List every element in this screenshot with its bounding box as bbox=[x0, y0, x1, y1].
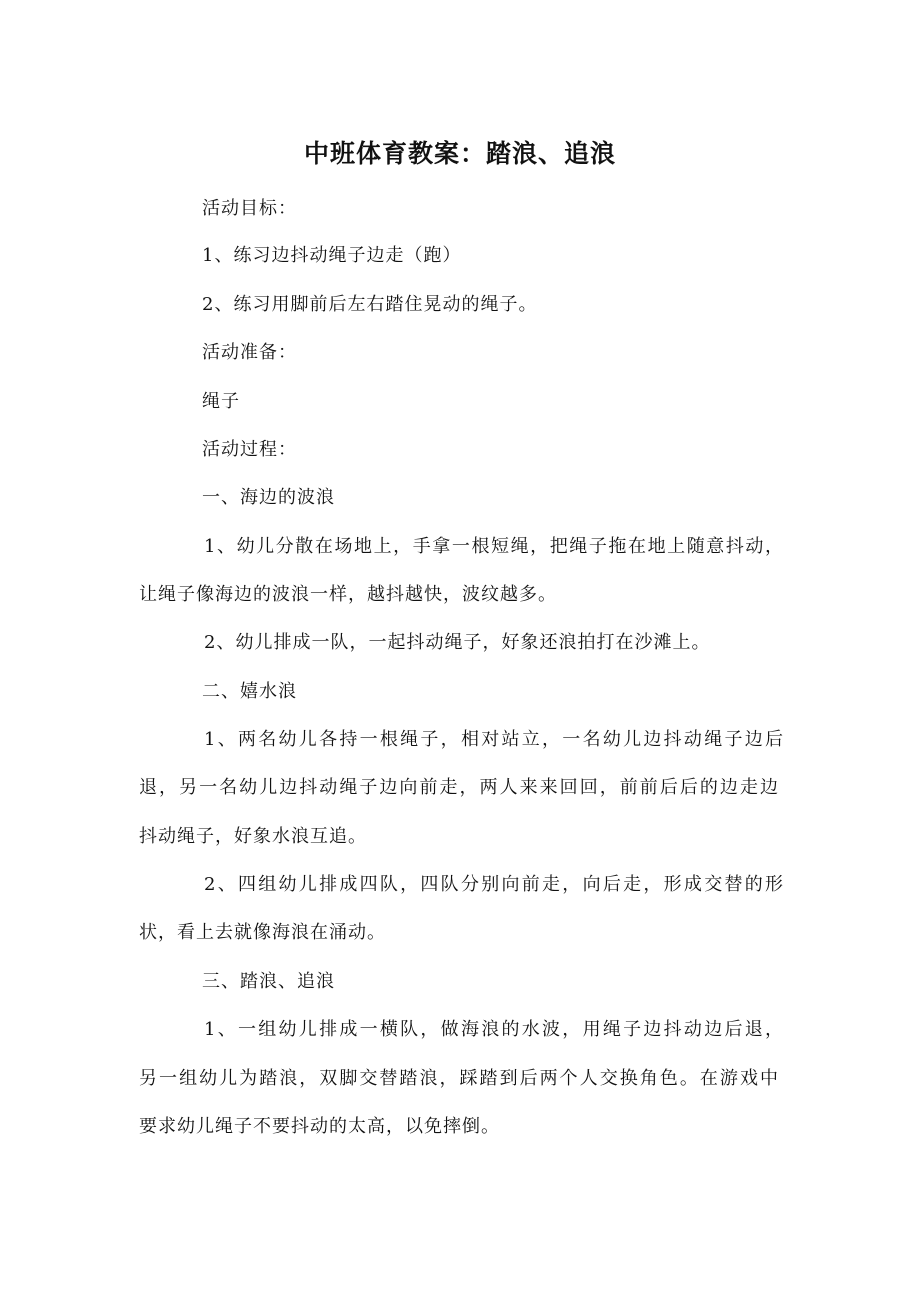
subsection-heading-2: 二、嬉水浪 bbox=[202, 681, 297, 702]
paragraph-line: 1、两名幼儿各持一根绳子，相对站立，一名幼儿边抖动绳子边后 bbox=[204, 729, 784, 750]
paragraph-line: 抖动绳子，好象水浪互追。 bbox=[139, 826, 367, 847]
paragraph-line: 2、四组幼儿排成四队，四队分别向前走，向后走，形成交替的形 bbox=[204, 874, 784, 895]
section-heading-preparation: 活动准备： bbox=[202, 342, 297, 363]
paragraph-line: 要求幼儿绳子不要抖动的太高，以免摔倒。 bbox=[139, 1116, 500, 1137]
paragraph-line: 1、幼儿分散在场地上，手拿一根短绳，把绳子拖在地上随意抖动， bbox=[204, 536, 784, 557]
subsection-heading-3: 三、踏浪、追浪 bbox=[202, 971, 335, 992]
goal-item-2: 2、练习用脚前后左右踏住晃动的绳子。 bbox=[202, 294, 538, 315]
paragraph-line: 1、一组幼儿排成一横队，做海浪的水波，用绳子边抖动边后退， bbox=[204, 1019, 784, 1040]
preparation-item: 绳子 bbox=[202, 391, 240, 412]
document-title: 中班体育教案：踏浪、追浪 bbox=[303, 139, 616, 168]
paragraph-line: 状，看上去就像海浪在涌动。 bbox=[139, 922, 386, 943]
subsection-heading-1: 一、海边的波浪 bbox=[202, 487, 335, 508]
paragraph-line: 让绳子像海边的波浪一样，越抖越快，波纹越多。 bbox=[139, 584, 557, 605]
section-heading-process: 活动过程： bbox=[202, 439, 297, 460]
goal-item-1: 1、练习边抖动绳子边走（跑） bbox=[202, 245, 462, 266]
paragraph-line: 另一组幼儿为踏浪，双脚交替踏浪，踩踏到后两个人交换角色。在游戏中 bbox=[139, 1068, 779, 1089]
section-heading-goals: 活动目标： bbox=[202, 198, 297, 219]
paragraph-line: 2、幼儿排成一队，一起抖动绳子，好象还浪拍打在沙滩上。 bbox=[204, 632, 711, 653]
paragraph-line: 退，另一名幼儿边抖动绳子边向前走，两人来来回回，前前后后的边走边 bbox=[139, 777, 779, 798]
